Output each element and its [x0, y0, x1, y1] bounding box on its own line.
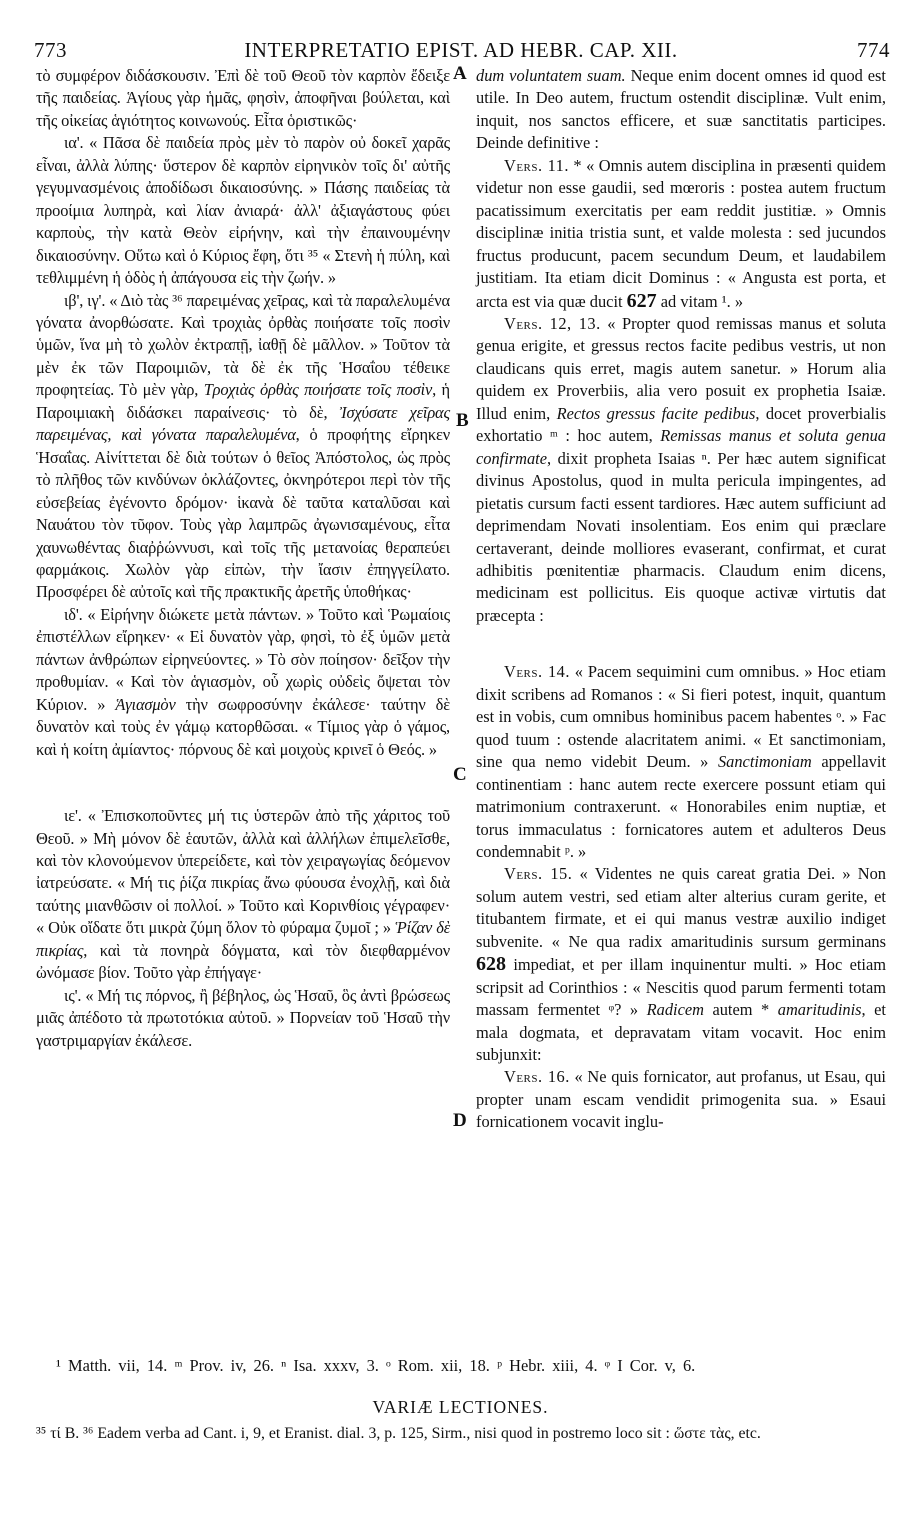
- greek-italic-quote: Τροχιὰς ὀρθὰς ποιήσατε τοῖς ποσὶν: [203, 380, 433, 400]
- margin-marker-a: A: [453, 63, 467, 84]
- latin-text: autem *: [703, 1000, 778, 1020]
- page-header: [30, 38, 892, 66]
- greek-text: , ὁ προφήτης εἴρηκεν Ἡσαΐας. Αἰνίττεται δὲ διὰ τούτων ὁ θεῖος Ἀπόστολος, ὡς πρὸς τὸ πλῆθος τῶν κινδύνων ὀκλάζοντες, ὀκνηρότεροι περὶ τὸν τῆς εὐσεβείας ἐγένοντο δρόμον· ἱκανὰ δὲ ταῦτα καταλῦσαι καὶ Ναυάτου τὸν τῦφον. Τοὺς γὰρ λαμπρῶς ἀγωνισαμένους, εἶτα χαυνωθέντας διαῤῥώννυσι, καὶ τοῖς τῆς μετανοίας θεραπεύει φαρμάκοις. Χωλὸν γὰρ εἰπὼν, τὴν ἴασιν ἐπηγγείλατο. Προσφέρει δὲ αὐτοῖς καὶ τῆς πρακτικῆς ἀρετῆς ὑποθήκας·: [36, 425, 450, 602]
- latin-text: impediat, et per illam inquinentur multi. » Hoc etiam scripsit ad Corinthios : « Nescitis quod parum fermenti totam massam fermentet ᵠ? »: [476, 955, 886, 1020]
- margin-marker-d: D: [453, 1110, 467, 1131]
- greek-italic-quote: Ἁγιασμὸν: [115, 694, 176, 714]
- greek-italic-quote: Ῥίζαν δὲ πικρίας: [36, 918, 451, 960]
- greek-text: ιβ', ιγ'. « Διὸ τὰς ³⁶ παρειμένας χεῖρας, καὶ τὰ παραλελυμένα γόνατα ἀνορθώσατε. Καὶ τροχιὰς ὀρθὰς ποιήσατε τοῖς ποσὶν ὑμῶν, ἵνα μὴ τὸ χωλὸν ἐκτραπῇ, ἰαθῇ δὲ μᾶλλον. » Τοῦτον τὰ μὲν ἐκ τῶν Παροιμιῶν, τὰ δὲ ἐκ τῆς Ἡσαΐου τέθεικε προφητείας. Τὸ μὲν γὰρ,: [36, 290, 450, 400]
- running-title: INTERPRETATIO EPIST. AD HEBR. CAP. XII.: [244, 38, 678, 62]
- verse-label: Vers. 11.: [504, 155, 569, 175]
- latin-text: « Ne quis fornicator, aut profanus, ut Esau, qui propter unam escam vendidit primogenita sua. » Esaui fornicationem vocavit inglu-: [476, 1067, 886, 1132]
- latin-italic: Remissas manus et soluta genua confirmate: [476, 426, 886, 468]
- latin-paragraph: [476, 1066, 886, 1133]
- latin-paragraph: [476, 155, 886, 313]
- variae-lectiones-text: ³⁵ τί B. ³⁶ Eadem verba ad Cant. i, 9, et Eranist. dial. 3, p. 125, Sirm., nisi quod in postremo loco sit : ὥστε τὰς, etc.: [36, 1425, 761, 1442]
- folio-number: 628: [476, 953, 506, 976]
- verse-label: Vers. 14.: [504, 662, 570, 682]
- latin-text: Neque enim docent omnes id quod est utile. In Deo autem, fructum ostendit disciplinæ. Vult enim, inquit, nos sanctos efficere, et suæ sanctitatis participes. Deinde definitive :: [476, 66, 886, 153]
- folio-number: 627: [626, 289, 657, 312]
- latin-text: , et mala dogmata, et depravatam vitam vocavit. Hoc enim subjunxit:: [476, 1000, 886, 1065]
- latin-paragraph: [476, 313, 886, 627]
- latin-italic: dum voluntatem suam.: [476, 66, 626, 85]
- latin-paragraph: [476, 65, 886, 155]
- verse-label: Vers. 15.: [504, 864, 573, 884]
- greek-text: , καὶ τὰ πονηρὰ δόγματα, καὶ τὸν διεφθαρμένον ὠνόμασε βίον. Τοῦτο γὰρ ἐπήγαγε·: [36, 940, 450, 983]
- latin-italic: Sanctimoniam: [717, 752, 812, 772]
- greek-italic-quote: Ἰσχύσατε χεῖρας παρειμένας, καὶ γόνατα παραλελυμένα: [36, 402, 450, 445]
- greek-paragraph: [36, 290, 450, 604]
- latin-text: « Pacem sequimini cum omnibus. » Hoc etiam dixit scribens ad Romanos : « Si fieri potest, inquit, quantum est in vobis, cum omnibus hominibus pacem habentes ᵒ. » Fac quod tuum : ostende alacritatem animi. « Et sanctimoniam, sine qua nemo videbit Deum. »: [476, 662, 886, 772]
- column-gap: [476, 627, 886, 661]
- latin-column: [476, 65, 886, 1134]
- latin-paragraph: [476, 661, 886, 863]
- greek-paragraph: τὸ συμφέρον διδάσκουσιν. Ἐπὶ δὲ τοῦ Θεοῦ τὸν καρπὸν ἔδειξε τῆς παιδείας. Ἁγίους γὰρ ἡμᾶς, φησὶν, ἀποφῆναι βούλεται, καὶ τῆς οἰκείας ἁγιότητος κοινωνούς. Εἶτα ὁριστικῶς·: [36, 66, 450, 130]
- greek-text: τὴν σωφροσύνην ἐκάλεσε· ταύτην δὲ δυνατὸν καὶ τοὺς ἐν γάμῳ κατορθῶσαι. « Τίμιος γὰρ ὁ γάμος, καὶ ἡ κοίτη ἀμίαντος· πόρνους δὲ καὶ μοιχοὺς κρινεῖ ὁ Θεός. »: [36, 694, 450, 759]
- verse-label: Vers. 12, 13.: [504, 313, 601, 333]
- latin-italic: amaritudinis: [777, 1000, 862, 1020]
- page-number-left: 773: [34, 38, 67, 62]
- greek-paragraph: ια'. « Πᾶσα δὲ παιδεία πρὸς μὲν τὸ παρὸν οὐ δοκεῖ χαρᾶς εἶναι, ἀλλὰ λύπης· ὕστερον δὲ καρπὸν εἰρηνικὸν τοῖς δι' αὐτῆς γεγυμνασμένοις ἀποδίδωσι δικαιοσύνης. » Πάσης παιδείας τὰ προοίμια λυπηρὰ, καὶ λίαν ἀνιαρά· ἀλλ' ἀξιαγάστους φύει καρποὺς, τὴν κατὰ Θεὸν εἰρήνην, καὶ τὴν ἐπαινουμένην δικαιοσύνην. Οὕτω καὶ ὁ Κύριος ἔφη, ὅτι ³⁵ « Στενὴ ἡ πύλη, καὶ τεθλιμμένη ἡ ὁδὸς ἡ ἀπάγουσα εἰς τὴν ζωήν. »: [36, 133, 450, 288]
- greek-paragraph: [36, 604, 450, 761]
- greek-text: , ἡ Παροιμιακὴ διδάσκει παραίνεσις· τὸ δὲ,: [36, 380, 450, 422]
- latin-text: , dixit propheta Isaias ⁿ. Per hæc autem significat divinus Apostolus, quod in multa pericula impingentes, ad pietatis cursum facti essent tardiores. Hæc autem sufficiunt ad deprimendam Novati insolentiam. Eos enim qui præclare certaverant, deinde molliores evaserant, confirmat, et curat adhibitis pœnitentiæ pharmacis. Claudum enim dicens, medicinam est pollicitus. Eis quoque activæ virtutis dat præcepta :: [476, 448, 886, 625]
- column-gap: [36, 761, 450, 805]
- latin-paragraph: [476, 863, 886, 1066]
- greek-paragraph: ις'. « Μή τις πόρνος, ἢ βέβηλος, ὡς Ἡσαῦ, ὃς ἀντὶ βρώσεως μιᾶς ἀπέδοτο τὰ πρωτοτόκια αὐτοῦ. » Πορνείαν τοῦ Ἡσαῦ τὴν γαστριμαργίαν ἐκάλεσε.: [36, 985, 450, 1050]
- latin-text: ad vitam ¹. »: [656, 291, 744, 311]
- scripture-references: ¹ Matth. vii, 14. ᵐ Prov. iv, 26. ⁿ Isa. xxxv, 3. ᵒ Rom. xii, 18. ᵖ Hebr. xiii, 4. ᵠ I Cor. v, 6.: [56, 1356, 696, 1375]
- latin-italic: Rectos gressus facite pedibus: [556, 403, 756, 423]
- variae-lectiones-heading: VARIÆ LECTIONES.: [372, 1397, 549, 1417]
- page-number-right: 774: [857, 38, 890, 62]
- margin-marker-b: B: [456, 410, 469, 431]
- latin-text: « Propter quod remissas manus et soluta genua erigite, et gressus rectos facite pedibus vestris, ut non claudicans quis erret, magis autem sanetur. » Horum alia quidem ex Proverbiis, alia vero posuit ex prophetia Isaiæ. Illud enim,: [476, 313, 886, 423]
- greek-text: ιε'. « Ἐπισκοποῦντες μή τις ὑστερῶν ἀπὸ τῆς χάριτος τοῦ Θεοῦ. » Μὴ μόνον δὲ ἑαυτῶν, ἀλλὰ καὶ ἀλλήλων ἐπιμελεῖσθε, καὶ τὸν κλονούμενον ὑπερείδετε, καὶ τὸν χειραγωγίας δεόμενον ἰατρεύσατε. « Μή τις ῥίζα πικρίας ἄνω φύουσα ἐνοχλῇ, καὶ διὰ ταύτης μιανθῶσιν οἱ πολλοί. » Τοῦτο καὶ Κορινθίοις γέγραφεν· « Οὐκ οἴδατε ὅτι μικρὰ ζύμη ὅλον τὸ φύραμα ζυμοῖ ; »: [36, 806, 450, 938]
- latin-text: , docet proverbialis exhortatio ᵐ : hoc autem,: [476, 403, 886, 446]
- latin-italic: Radicem: [646, 1000, 704, 1020]
- latin-text: * « Omnis autem disciplina in præsenti quidem videtur non esse gaudii, sed mœroris : postea autem fructum pacatissimum exercitatis per eam reddit justitiæ. » Omnis disciplinæ initia tristia sunt, et valde molesta : sed jucundos fructus producunt, pacem secundum Deum, et laudabilem justitiam. Ita etiam dicit Dominus : « Angusta est porta, et arcta est via quæ ducit: [476, 155, 886, 311]
- verse-label: Vers. 16.: [504, 1067, 570, 1087]
- latin-text: « Videntes ne quis careat gratia Dei. » Non solum autem vestri, sed etiam alter alterius curam gerite, et titubantem firmate, et ei qui manus vestræ auxilio indiget subvenite. « Ne qua radix amaritudinis sursum germinans: [476, 864, 886, 951]
- greek-text: ιδ'. « Εἰρήνην διώκετε μετὰ πάντων. » Τοῦτο καὶ Ῥωμαίοις ἐπιστέλλων εἴρηκεν· « Εἰ δυνατὸν γὰρ, φησὶ, τὸ ἐξ ὑμῶν μετὰ πάντων ἀνθρώπων εἰρηνεύοντες. » Τὸ σὸν ποίησον· δεῖξον τὴν προθυμίαν. « Καὶ τὸν ἁγιασμὸν, οὗ χωρὶς οὐδεὶς ὄψεται τὸν Κύριον. »: [36, 604, 450, 714]
- margin-marker-c: C: [453, 764, 467, 785]
- latin-text: appellavit continentiam : hanc autem recte exercere possunt etiam qui matrimonium contraxerunt. « Honorabiles enim nuptiæ, et torus immaculatus : fornicatores autem et adulteros Deus condemnabit ᵖ. »: [476, 752, 886, 861]
- greek-column: [36, 65, 450, 1052]
- greek-paragraph: [36, 805, 450, 985]
